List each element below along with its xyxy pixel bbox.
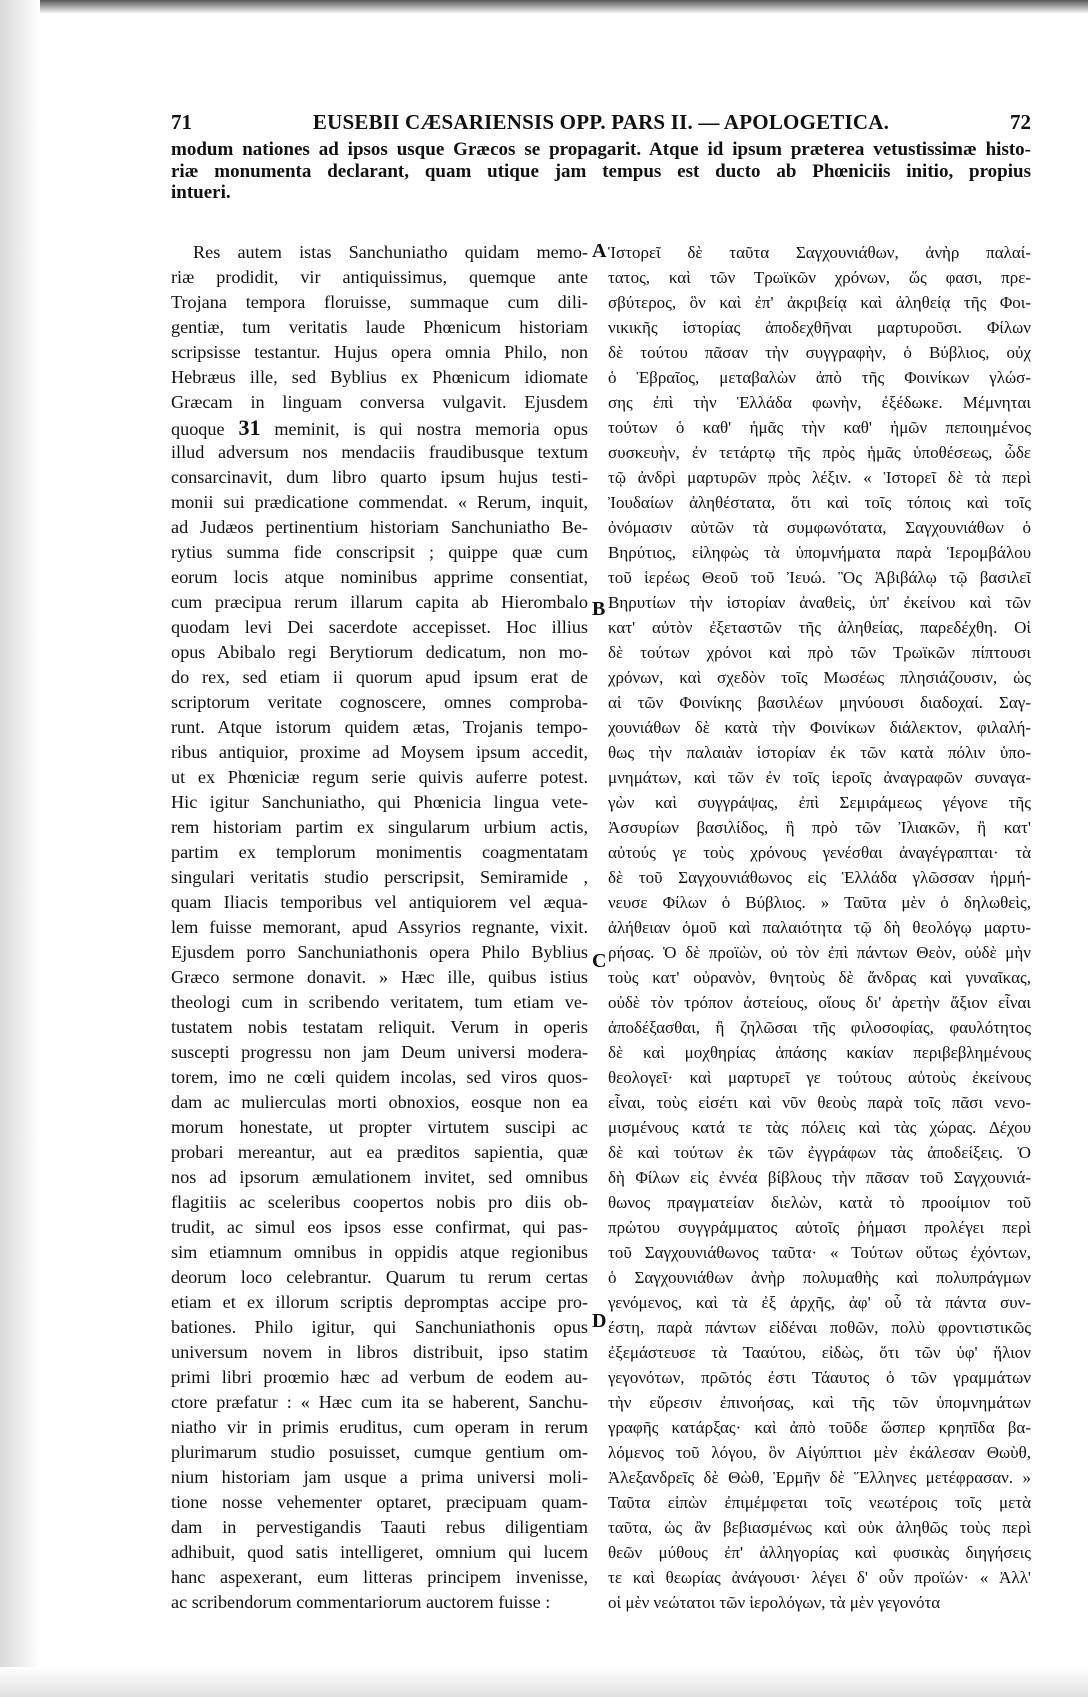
greek-line: αἱ τῶν Φοινίκης βασιλέων μηνύουσι διαδοχαί. Σαγ- [608,693,1031,712]
margin-marker-d: D [592,1310,607,1332]
latin-line: adhibuit, quod satis intelligeret, omnium qui lucem [171,1542,588,1562]
latin-line: ac scribendorum commentariorum auctorem fuisse : [171,1592,551,1612]
greek-line: ἀποδέξασθαι, ἢ ζηλῶσαι τῆς φιλοσοφίας, φαυλότητος [608,1018,1031,1037]
greek-line: κατ' αὐτὸν ἐξεταστῶν τῆς ἀληθείας, παρεδέχθη. Οἱ [608,618,1031,637]
greek-line: εἶναι, τοὺς εἰσέτι καὶ νῦν θεοὺς παρὰ τοῖς πᾶσι νενο- [608,1093,1031,1112]
latin-line: runt. Atque istorum quidem ætas, Trojanis tempo- [171,717,588,737]
greek-line: λόμενος τοῦ λόγου, ὃν Αἰγύπτιοι μὲν ἐκάλεσαν Θωὺθ, [608,1443,1031,1462]
latin-line: riæ prodidit, vir antiquissimus, quemque ante [171,267,588,287]
latin-line: Hebræus ille, sed Byblius ex Phœnicum idiomate [171,367,588,387]
latin-line: Hic igitur Sanchuniatho, qui Phœnicia lingua vete- [171,792,588,812]
greek-line: δὲ τούτου πᾶσαν τὴν συγγραφὴν, ὁ Βύβλιος, οὐχ [608,343,1031,362]
latin-line: tione nosse vehementer optaret, præcipuam quam- [171,1492,588,1512]
latin-line: Græcam in linguam conversa vulgavit. Ejusdem [171,392,588,412]
greek-line: οἱ μὲν νεώτατοι τῶν ἱερολόγων, τὰ μὲν γεγονότα [608,1593,941,1612]
greek-line: νευσε Φίλων ὁ Βύβλιος. » Ταῦτα μὲν ὁ δηλωθεὶς, [608,893,1031,912]
latin-line: etiam et ex illorum scriptis depromptas accipe pro- [171,1292,588,1312]
greek-line: τοῦ Σαγχουνιάθωνος ταῦτα· « Τούτων οὕτως ἐχόντων, [608,1243,1031,1262]
latin-line: primi libri proœmio hæc ad verbum de eodem au- [171,1367,588,1387]
greek-line: Βηρυτίων τὴν ἱστορίαν ἀναθεὶς, ὑπ' ἐκείνου καὶ τῶν [608,593,1031,612]
latin-line: nium historiam jam usque a prima universi moli- [171,1467,588,1487]
greek-line: έστη, παρὰ πάντων εἰδέναι ποθῶν, πολὺ φροντιστικῶς [608,1318,1031,1337]
greek-line: πρώτου συγγράμματος αὐτοῖς ῥήμασι προλέγει περὶ [608,1218,1031,1237]
latin-line: trudit, ac simul eos ipsos esse confirmat, qui pas- [171,1217,588,1237]
latin-line: sim etiamnum omnibus in oppidis atque regionibus [171,1242,588,1262]
greek-line: ταῦτα, ὡς ἂν βεβιασμένως καὶ οὐκ ἀληθῶς τοὺς περὶ [608,1518,1031,1537]
latin-line: quodam levi Dei sacerdote accepisset. Hoc illius [171,617,588,637]
intro-paragraph [171,139,1031,204]
greek-line: σης ἐπὶ τὴν Ἑλλάδα φωνὴν, ἐξέδωκε. Μέμνηται [608,393,1031,412]
margin-marker-b: B [592,598,606,620]
greek-line: δὲ τούτων χρόνοι καὶ πρὸ τῶν Τρωϊκῶν πίπτουσι [608,643,1031,662]
greek-line: γεγονότων, πρῶτός ἐστι Τάαυτος ὁ τῶν γραμμάτων [608,1368,1031,1387]
latin-line: dam in pervestigandis Taauti rebus diligentiam [171,1517,588,1537]
latin-line: theologi cum in scribendo veritatem, tum etiam ve- [171,992,588,1012]
latin-line: niatho vir in primis eruditus, cum operam in rerum [171,1417,588,1437]
greek-line: δὲ καὶ τούτων ἐκ τῶν ἐγγράφων τὰς ἀποδείξεις. Ὁ [608,1143,1031,1162]
greek-line: ὁ Ἑβραῖος, μεταβαλὼν ἀπὸ τῆς Φοινίκων γλώσ- [608,368,1031,387]
latin-line: ut ex Phœniciæ regum serie quivis auferre potest. [171,767,588,787]
running-title: EUSEBII CÆSARIENSIS OPP. PARS II. — APOLOGETICA. [312,110,890,134]
greek-line: ἐξεμάστευσε τὰ Τααύτου, εἰδὼς, ὅτι τῶν ὑφ' ἥλιον [608,1343,1031,1362]
latin-line: rytius summa fide conscripsit ; quippe quæ cum [171,542,588,562]
greek-line: τὴν εὕρεσιν ἐπινοήσας, καὶ τῆς τῶν ὑπομνημάτων [608,1393,1031,1412]
greek-line: μνημάτων, καὶ τῶν ἐν τοῖς ἱεροῖς ἀναγραφῶν συναγα- [608,768,1031,787]
latin-line: nos ad ipsorum æmulationem invitet, sed omnibus [171,1167,588,1187]
greek-line: νικικῆς ἱστορίας ἀποδεχθῆναι μαρτυροῦσι. Φίλων [608,318,1031,337]
greek-line: θεῶν μύθους ἐπ' ἀλληγορίας καὶ φυσικὰς διηγήσεις [608,1543,1031,1562]
latin-line: ad Judæos pertinentium historiam Sanchuniatho Be- [171,517,588,537]
page-number-left: 71 [171,110,192,134]
latin-line: do rex, sed etiam ii quorum apud ipsum erat de [171,667,588,687]
greek-line: τε καὶ θεωρίας ἀνάγουσι· λέγει δ' οὖν προϊών· « Ἀλλ' [608,1568,1031,1587]
latin-line: tustatem nobis testatam reliquit. Verum in operis [171,1017,588,1037]
latin-line: eorum locis atque nominibus apprime consentiat, [171,567,588,587]
latin-line: partim ex templorum monimentis coagmentatam [171,842,588,862]
greek-line: τατος, καὶ τῶν Τρωϊκῶν χρόνων, ὥς φασι, πρε- [608,268,1031,287]
greek-line: σβύτερος, ὃν καὶ ἐπ' ἀκριβείᾳ καὶ ἀληθείᾳ τῆς Φοι- [608,293,1031,312]
latin-line: consarcinavit, dum libro quarto ipsum hujus testi- [171,467,588,487]
greek-line: θωνος πραγματείαν διελὼν, κατὰ τὸ προοίμιον τοῦ [608,1193,1031,1212]
greek-line: συσκευὴν, ἐν τετάρτῳ τῆς πρὸς ἡμᾶς ὑποθέσεως, ὧδε [608,443,1031,462]
latin-line: universum novem in libros distribuit, ipso statim [171,1342,588,1362]
latin-line: hanc aspexerant, eum litteras principem invenisse, [171,1567,588,1587]
latin-line: quam Iliacis temporibus vel antiquiorem vel æqua- [171,892,588,912]
greek-line: τῷ ἀνδρὶ μαρτυρῶν πρὸς λέξιν. « Ἱστορεῖ δὲ τὰ περὶ [608,468,1031,487]
greek-line: ὀνόμασιν αὐτῶν τὰ συμφωνότατα, Σαγχουνιάθων ὁ [608,518,1031,537]
latin-line: rem historiam partim ex singularum urbium actis, [171,817,588,837]
latin-line: singulari veritatis studio perscripsit, Semiramide , [171,867,588,887]
latin-line: Græco sermone donavit. » Hæc ille, quibus istius [171,967,588,987]
greek-line: Ἀσσυρίων βασιλίδος, ἣ πρὸ τῶν Ἰλιακῶν, ἢ κατ' [608,818,1031,837]
greek-line: αὐτούς γε τοὺς χρόνους γενέσθαι ἀναγέγραπται· τὰ [608,843,1031,862]
greek-line: ρήσας. Ὁ δὲ προϊὼν, οὐ τὸν ἐπὶ πάντων Θεὸν, οὐδὲ μὴν [608,943,1031,962]
intro-line: intueri. [171,182,231,203]
latin-line: plurimarum studio posuisset, cumque gentium om- [171,1442,588,1462]
greek-line: δὲ τοῦ Σαγχουνιάθωνος εἰς Ἑλλάδα γλῶσσαν ἡρμή- [608,868,1031,887]
latin-line: dam ac mulierculas morti obnoxios, eosque non ea [171,1092,588,1112]
latin-line: Trojana tempora floruisse, summaque cum dili- [171,292,588,312]
latin-line: suscepti progressu non jam Deum universi modera- [171,1042,588,1062]
scan-top-edge [0,0,1088,14]
margin-marker-a: A [592,240,607,262]
greek-line: γενόμενος, καὶ τὰ ἐξ ἀρχῆς, ἀφ' οὗ τὰ πάντα συν- [608,1293,1031,1312]
page-header [171,110,1031,136]
latin-line: gentiæ, tum veritatis laude Phœnicum historiam [171,317,588,337]
greek-line: χρόνων, καὶ σχεδὸν τοῖς Μωσέως πλησιάζουσιν, ὡς [608,668,1031,687]
latin-line: illud adversum nos mendaciis fraudibusque textum [171,442,588,462]
greek-line: γραφῆς κατάρξας· καὶ ἀπὸ τοῦδε ὥσπερ κρηπῖδα βα- [608,1418,1031,1437]
latin-line-suffix: meminit, is qui nostra memoria opus [260,419,588,439]
greek-line: χουνιάθων δὲ κατὰ τὴν Φοινίκων διάλεκτον, φιλαλή- [608,718,1031,737]
greek-column [608,240,1031,1615]
greek-line: Ἰουδαίων ἀληθέστατα, ὅτι καὶ τοῖς τόποις καὶ τοῖς [608,493,1031,512]
latin-line: monii sui prædicatione commendat. « Rerum, inquit, [171,492,588,512]
latin-line: Res autem istas Sanchuniatho quidam memo- [193,242,588,262]
latin-line: Ejusdem porro Sanchuniathonis opera Philo Byblius [171,942,588,962]
greek-line: Ἀλεξανδρεῖς δὲ Θὼθ, Ἑρμῆν δὲ Ἕλληνες μετέφρασαν. » [608,1468,1031,1487]
inline-page-marker: 31 [238,415,261,440]
latin-line: lem fuisse memorant, apud Assyrios regnante, vixit. [171,917,588,937]
latin-line: torem, imo ne cœli quidem incolas, sed viros quos- [171,1067,588,1087]
latin-line: opus Abibalo regi Berytiorum dedicatum, non mo- [171,642,588,662]
greek-line: τοῦ ἱερέως Θεοῦ τοῦ Ἰευώ. Ὃς Ἀβιβάλῳ τῷ βασιλεῖ [608,568,1031,587]
latin-line: scripsisse testantur. Hujus opera omnia Philo, non [171,342,588,362]
latin-line: deorum loco celebrantur. Quarum tu rerum certas [171,1267,588,1287]
greek-line: θως τὴν παλαιὰν ἱστορίαν ἐκ τῶν κατὰ πόλιν ὑπο- [608,743,1031,762]
latin-line: probari mereantur, aut ea præditos sapientia, quæ [171,1142,588,1162]
latin-line: cum præcipua rerum illarum capita ab Hierombalo [171,592,588,612]
greek-line: δὴ Φίλων εἰς ἐννέα βίβλους τὴν πᾶσαν τοῦ Σαγχουνιά- [608,1168,1031,1187]
greek-line: δὲ καὶ μοχθηρίας ἁπάσης κακίαν περιβεβλημένους [608,1043,1031,1062]
greek-line: Ταῦτα εἰπὼν ἐπιμέμφεται τοῖς νεωτέροις τοῖς μετὰ [608,1493,1031,1512]
greek-line: θεολογεῖ· καὶ μαρτυρεῖ γε τούτους αὐτοὺς ἐκείνους [608,1068,1031,1087]
latin-line: flagitiis ac sceleribus coopertos nobis pro diis ob- [171,1192,588,1212]
margin-marker-c: C [592,950,607,972]
page-number-right: 72 [1010,110,1031,134]
intro-line: modum nationes ad ipsos usque Græcos se propagarit. Atque id ipsum præterea vetustissimæ histo- [171,139,1031,160]
greek-line: Βηρύτιος, εἰληφὼς τὰ ὑπομνήματα παρὰ Ἱερομβάλου [608,543,1031,562]
greek-line: ἀλήθειαν ὁμοῦ καὶ παλαιότητα τῷ δὴ θεολόγῳ μαρτυ- [608,918,1031,937]
greek-line: τοὺς κατ' οὐρανὸν, θνητοὺς δὲ ἄνδρας καὶ γυναῖκας, [608,968,1031,987]
latin-line-with-page-marker [171,415,588,440]
greek-line: Ἱστορεῖ δὲ ταῦτα Σαγχουνιάθων, ἀνὴρ παλαί- [608,243,1031,262]
latin-line: ctore præfatur : « Hæc cum ita se haberent, Sanchu- [171,1392,588,1412]
latin-column [171,240,588,1615]
greek-line: γὼν καὶ συγγράψας, ἐπὶ Σεμιράμεως γέγονε τῆς [608,793,1031,812]
greek-line: ὁ Σαγχουνιάθων ἀνὴρ πολυμαθὴς καὶ πολυπράγμων [608,1268,1031,1287]
latin-line: scriptorum veritate cognoscere, omnes comproba- [171,692,588,712]
intro-line: riæ monumenta declarant, quam utique jam tempus est ducto ab Phœniciis initio, propius [171,160,1031,182]
scan-bottom-edge [0,1667,1088,1697]
scan-left-edge [0,0,40,1697]
latin-line: ribus antiquior, proxime ad Moysem ipsum accedit, [171,742,588,762]
greek-line: τούτων ὁ καθ' ἡμᾶς τὴν καθ' ἡμῶν πεποιημένος [608,418,1031,437]
greek-line: μισμένους κατά τε τὰς πόλεις καὶ τὰς χώρας. Δέχου [608,1118,1031,1137]
latin-line: morum honestate, ut propter virtutem suscipi ac [171,1117,588,1137]
latin-line-prefix: quoque [171,419,239,439]
greek-line: οὐδὲ τὸν τρόπον ἀστείους, οἵους δι' ἀρετὴν ἄξιον εἶναι [608,993,1031,1012]
latin-line: bationes. Philo igitur, qui Sanchuniathonis opus [171,1317,588,1337]
